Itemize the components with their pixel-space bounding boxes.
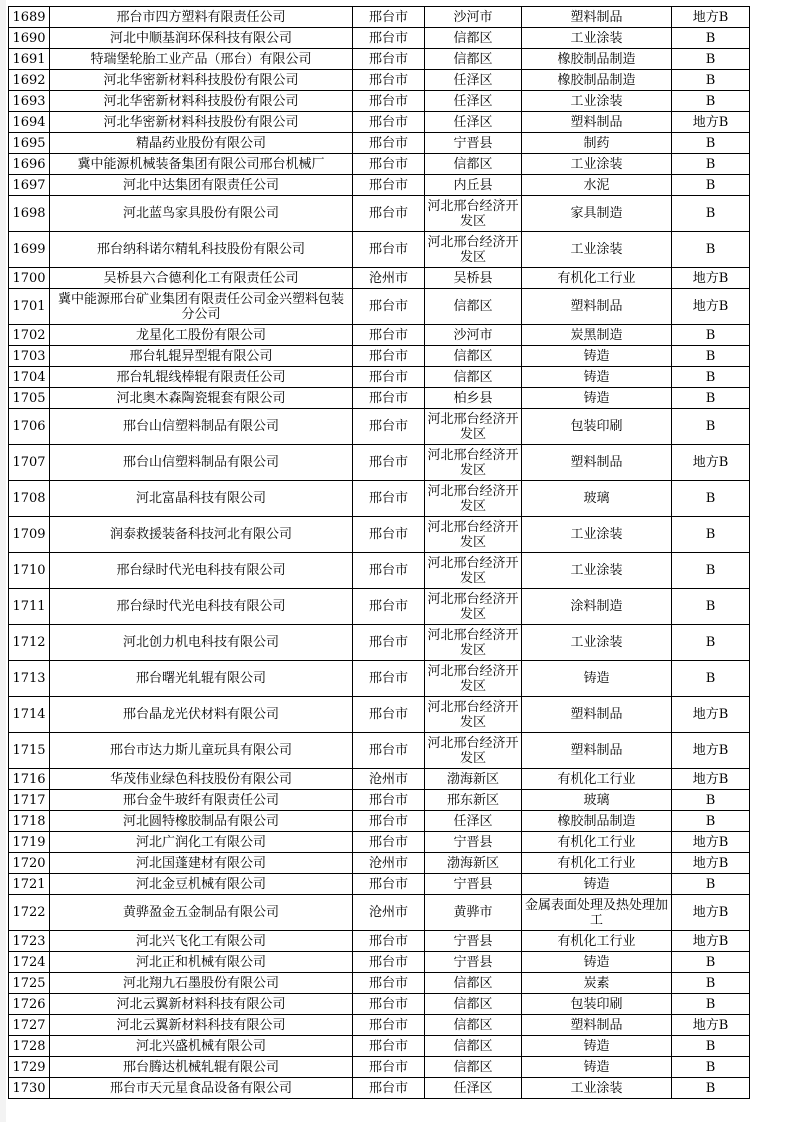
table-row xyxy=(9,388,750,409)
district-cell: 信都区 xyxy=(425,1036,522,1057)
row-number-cell: 1717 xyxy=(9,790,50,811)
grade-cell: 地方B xyxy=(672,733,750,769)
industry-cell: 工业涂装 xyxy=(522,553,672,589)
company-name-cell: 邢台山信塑料制品有限公司 xyxy=(50,445,353,481)
city-cell: 邢台市 xyxy=(353,1057,425,1078)
row-number-cell: 1689 xyxy=(9,7,50,28)
company-name-cell: 邢台市天元星食品设备有限公司 xyxy=(50,1078,353,1099)
district-cell: 任泽区 xyxy=(425,1078,522,1099)
industry-cell: 塑料制品 xyxy=(522,7,672,28)
company-name-cell: 特瑞堡轮胎工业产品（邢台）有限公司 xyxy=(50,49,353,70)
company-name-cell: 邢台曙光轧辊有限公司 xyxy=(50,661,353,697)
district-cell: 河北邢台经济开发区 xyxy=(425,517,522,553)
district-cell: 任泽区 xyxy=(425,91,522,112)
grade-cell: B xyxy=(672,952,750,973)
company-name-cell: 河北创力机电科技有限公司 xyxy=(50,625,353,661)
row-number-cell: 1710 xyxy=(9,553,50,589)
district-cell: 信都区 xyxy=(425,154,522,175)
company-name-cell: 河北翔九石墨股份有限公司 xyxy=(50,973,353,994)
table-row xyxy=(9,790,750,811)
row-number-cell: 1716 xyxy=(9,769,50,790)
city-cell: 邢台市 xyxy=(353,91,425,112)
company-name-cell: 邢台晶龙光伏材料有限公司 xyxy=(50,697,353,733)
grade-cell: 地方B xyxy=(672,289,750,325)
district-cell: 信都区 xyxy=(425,973,522,994)
company-name-cell: 河北中顺基润环保科技有限公司 xyxy=(50,28,353,49)
grade-cell: B xyxy=(672,28,750,49)
row-number-cell: 1691 xyxy=(9,49,50,70)
row-number-cell: 1692 xyxy=(9,70,50,91)
grade-cell: B xyxy=(672,481,750,517)
company-name-cell: 河北华密新材料科技股份有限公司 xyxy=(50,112,353,133)
district-cell: 邢东新区 xyxy=(425,790,522,811)
row-number-cell: 1701 xyxy=(9,289,50,325)
table-row xyxy=(9,28,750,49)
row-number-cell: 1704 xyxy=(9,367,50,388)
district-cell: 渤海新区 xyxy=(425,769,522,790)
district-cell: 河北邢台经济开发区 xyxy=(425,625,522,661)
grade-cell: 地方B xyxy=(672,112,750,133)
city-cell: 邢台市 xyxy=(353,517,425,553)
table-row xyxy=(9,895,750,931)
table-row xyxy=(9,853,750,874)
row-number-cell: 1699 xyxy=(9,232,50,268)
grade-cell: B xyxy=(672,409,750,445)
district-cell: 河北邢台经济开发区 xyxy=(425,481,522,517)
company-name-cell: 邢台腾达机械轧辊有限公司 xyxy=(50,1057,353,1078)
district-cell: 河北邢台经济开发区 xyxy=(425,553,522,589)
grade-cell: B xyxy=(672,175,750,196)
row-number-cell: 1697 xyxy=(9,175,50,196)
industry-cell: 水泥 xyxy=(522,175,672,196)
industry-cell: 炭黑制造 xyxy=(522,325,672,346)
grade-cell: B xyxy=(672,91,750,112)
district-cell: 黄骅市 xyxy=(425,895,522,931)
city-cell: 邢台市 xyxy=(353,346,425,367)
grade-cell: B xyxy=(672,994,750,1015)
grade-cell: 地方B xyxy=(672,7,750,28)
city-cell: 邢台市 xyxy=(353,133,425,154)
city-cell: 邢台市 xyxy=(353,811,425,832)
table-row xyxy=(9,7,750,28)
industry-cell: 塑料制品 xyxy=(522,112,672,133)
grade-cell: 地方B xyxy=(672,445,750,481)
industry-cell: 铸造 xyxy=(522,388,672,409)
table-row xyxy=(9,154,750,175)
grade-cell: B xyxy=(672,388,750,409)
grade-cell: B xyxy=(672,196,750,232)
city-cell: 邢台市 xyxy=(353,832,425,853)
city-cell: 邢台市 xyxy=(353,70,425,91)
company-name-cell: 邢台纳科诺尔精轧科技股份有限公司 xyxy=(50,232,353,268)
row-number-cell: 1696 xyxy=(9,154,50,175)
industry-cell: 橡胶制品制造 xyxy=(522,70,672,91)
table-row xyxy=(9,931,750,952)
district-cell: 宁晋县 xyxy=(425,952,522,973)
enterprise-table xyxy=(8,6,750,1099)
company-name-cell: 龙星化工股份有限公司 xyxy=(50,325,353,346)
company-name-cell: 邢台绿时代光电科技有限公司 xyxy=(50,589,353,625)
table-row xyxy=(9,697,750,733)
table-row xyxy=(9,91,750,112)
grade-cell: B xyxy=(672,589,750,625)
row-number-cell: 1725 xyxy=(9,973,50,994)
district-cell: 内丘县 xyxy=(425,175,522,196)
industry-cell: 工业涂装 xyxy=(522,154,672,175)
row-number-cell: 1719 xyxy=(9,832,50,853)
district-cell: 河北邢台经济开发区 xyxy=(425,697,522,733)
district-cell: 宁晋县 xyxy=(425,931,522,952)
table-row xyxy=(9,973,750,994)
row-number-cell: 1694 xyxy=(9,112,50,133)
industry-cell: 玻璃 xyxy=(522,790,672,811)
row-number-cell: 1709 xyxy=(9,517,50,553)
grade-cell: 地方B xyxy=(672,268,750,289)
city-cell: 邢台市 xyxy=(353,625,425,661)
industry-cell: 工业涂装 xyxy=(522,232,672,268)
city-cell: 邢台市 xyxy=(353,196,425,232)
district-cell: 渤海新区 xyxy=(425,853,522,874)
row-number-cell: 1705 xyxy=(9,388,50,409)
district-cell: 信都区 xyxy=(425,994,522,1015)
industry-cell: 金属表面处理及热处理加工 xyxy=(522,895,672,931)
district-cell: 信都区 xyxy=(425,289,522,325)
city-cell: 邢台市 xyxy=(353,1015,425,1036)
district-cell: 河北邢台经济开发区 xyxy=(425,196,522,232)
district-cell: 任泽区 xyxy=(425,811,522,832)
grade-cell: B xyxy=(672,553,750,589)
city-cell: 邢台市 xyxy=(353,952,425,973)
row-number-cell: 1715 xyxy=(9,733,50,769)
company-name-cell: 河北兴飞化工有限公司 xyxy=(50,931,353,952)
company-name-cell: 华茂伟业绿色科技股份有限公司 xyxy=(50,769,353,790)
row-number-cell: 1722 xyxy=(9,895,50,931)
row-number-cell: 1721 xyxy=(9,874,50,895)
district-cell: 吴桥县 xyxy=(425,268,522,289)
city-cell: 沧州市 xyxy=(353,895,425,931)
grade-cell: B xyxy=(672,1036,750,1057)
table-row xyxy=(9,1078,750,1099)
district-cell: 信都区 xyxy=(425,346,522,367)
company-name-cell: 河北蓝鸟家具股份有限公司 xyxy=(50,196,353,232)
industry-cell: 制药 xyxy=(522,133,672,154)
row-number-cell: 1702 xyxy=(9,325,50,346)
company-name-cell: 河北云翼新材料科技有限公司 xyxy=(50,994,353,1015)
table-row xyxy=(9,175,750,196)
industry-cell: 有机化工行业 xyxy=(522,931,672,952)
industry-cell: 塑料制品 xyxy=(522,445,672,481)
industry-cell: 铸造 xyxy=(522,661,672,697)
table-row xyxy=(9,409,750,445)
city-cell: 沧州市 xyxy=(353,769,425,790)
city-cell: 邢台市 xyxy=(353,481,425,517)
industry-cell: 塑料制品 xyxy=(522,733,672,769)
company-name-cell: 黄骅盈金五金制品有限公司 xyxy=(50,895,353,931)
company-name-cell: 邢台轧辊异型辊有限公司 xyxy=(50,346,353,367)
district-cell: 沙河市 xyxy=(425,325,522,346)
city-cell: 邢台市 xyxy=(353,661,425,697)
company-name-cell: 冀中能源邢台矿业集团有限责任公司金兴塑料包装分公司 xyxy=(50,289,353,325)
grade-cell: B xyxy=(672,1078,750,1099)
city-cell: 沧州市 xyxy=(353,268,425,289)
row-number-cell: 1700 xyxy=(9,268,50,289)
district-cell: 河北邢台经济开发区 xyxy=(425,661,522,697)
industry-cell: 工业涂装 xyxy=(522,28,672,49)
table-row xyxy=(9,133,750,154)
district-cell: 宁晋县 xyxy=(425,874,522,895)
grade-cell: B xyxy=(672,811,750,832)
company-name-cell: 邢台山信塑料制品有限公司 xyxy=(50,409,353,445)
district-cell: 宁晋县 xyxy=(425,133,522,154)
grade-cell: 地方B xyxy=(672,832,750,853)
row-number-cell: 1714 xyxy=(9,697,50,733)
industry-cell: 橡胶制品制造 xyxy=(522,811,672,832)
city-cell: 邢台市 xyxy=(353,112,425,133)
company-name-cell: 邢台市四方塑料有限责任公司 xyxy=(50,7,353,28)
row-number-cell: 1730 xyxy=(9,1078,50,1099)
industry-cell: 塑料制品 xyxy=(522,289,672,325)
table-row xyxy=(9,952,750,973)
industry-cell: 炭素 xyxy=(522,973,672,994)
grade-cell: B xyxy=(672,346,750,367)
table-row xyxy=(9,232,750,268)
row-number-cell: 1707 xyxy=(9,445,50,481)
district-cell: 任泽区 xyxy=(425,112,522,133)
industry-cell: 工业涂装 xyxy=(522,517,672,553)
table-row xyxy=(9,811,750,832)
grade-cell: B xyxy=(672,367,750,388)
industry-cell: 铸造 xyxy=(522,1036,672,1057)
city-cell: 邢台市 xyxy=(353,388,425,409)
district-cell: 河北邢台经济开发区 xyxy=(425,232,522,268)
city-cell: 邢台市 xyxy=(353,931,425,952)
page-edge xyxy=(0,0,6,1122)
district-cell: 河北邢台经济开发区 xyxy=(425,409,522,445)
industry-cell: 橡胶制品制造 xyxy=(522,49,672,70)
company-name-cell: 河北圆特橡胶制品有限公司 xyxy=(50,811,353,832)
grade-cell: 地方B xyxy=(672,895,750,931)
table-row xyxy=(9,445,750,481)
table-row xyxy=(9,367,750,388)
row-number-cell: 1693 xyxy=(9,91,50,112)
row-number-cell: 1728 xyxy=(9,1036,50,1057)
grade-cell: B xyxy=(672,232,750,268)
district-cell: 河北邢台经济开发区 xyxy=(425,733,522,769)
city-cell: 邢台市 xyxy=(353,28,425,49)
city-cell: 邢台市 xyxy=(353,445,425,481)
table-row xyxy=(9,553,750,589)
table-row xyxy=(9,112,750,133)
company-name-cell: 邢台轧辊线棒辊有限责任公司 xyxy=(50,367,353,388)
industry-cell: 铸造 xyxy=(522,367,672,388)
district-cell: 任泽区 xyxy=(425,70,522,91)
city-cell: 邢台市 xyxy=(353,154,425,175)
row-number-cell: 1723 xyxy=(9,931,50,952)
industry-cell: 工业涂装 xyxy=(522,625,672,661)
city-cell: 邢台市 xyxy=(353,973,425,994)
table-row xyxy=(9,769,750,790)
grade-cell: 地方B xyxy=(672,931,750,952)
city-cell: 邢台市 xyxy=(353,589,425,625)
grade-cell: B xyxy=(672,790,750,811)
table-row xyxy=(9,268,750,289)
city-cell: 邢台市 xyxy=(353,553,425,589)
row-number-cell: 1724 xyxy=(9,952,50,973)
city-cell: 邢台市 xyxy=(353,49,425,70)
row-number-cell: 1703 xyxy=(9,346,50,367)
industry-cell: 铸造 xyxy=(522,1057,672,1078)
table-row xyxy=(9,517,750,553)
table-body xyxy=(9,7,750,1099)
company-name-cell: 河北中达集团有限责任公司 xyxy=(50,175,353,196)
company-name-cell: 河北奥木森陶瓷辊套有限公司 xyxy=(50,388,353,409)
city-cell: 沧州市 xyxy=(353,853,425,874)
row-number-cell: 1708 xyxy=(9,481,50,517)
table-row xyxy=(9,874,750,895)
row-number-cell: 1720 xyxy=(9,853,50,874)
grade-cell: B xyxy=(672,133,750,154)
district-cell: 宁晋县 xyxy=(425,832,522,853)
row-number-cell: 1713 xyxy=(9,661,50,697)
table-row xyxy=(9,346,750,367)
company-name-cell: 冀中能源机械装备集团有限公司邢台机械厂 xyxy=(50,154,353,175)
grade-cell: B xyxy=(672,49,750,70)
company-name-cell: 河北云翼新材料科技有限公司 xyxy=(50,1015,353,1036)
table-row xyxy=(9,661,750,697)
row-number-cell: 1690 xyxy=(9,28,50,49)
industry-cell: 工业涂装 xyxy=(522,91,672,112)
table-row xyxy=(9,589,750,625)
company-name-cell: 润泰救援装备科技河北有限公司 xyxy=(50,517,353,553)
city-cell: 邢台市 xyxy=(353,733,425,769)
table-row xyxy=(9,733,750,769)
company-name-cell: 河北广润化工有限公司 xyxy=(50,832,353,853)
industry-cell: 铸造 xyxy=(522,874,672,895)
company-name-cell: 邢台市达力斯儿童玩具有限公司 xyxy=(50,733,353,769)
district-cell: 河北邢台经济开发区 xyxy=(425,589,522,625)
table-row xyxy=(9,196,750,232)
grade-cell: B xyxy=(672,1057,750,1078)
row-number-cell: 1729 xyxy=(9,1057,50,1078)
city-cell: 邢台市 xyxy=(353,367,425,388)
table-row xyxy=(9,481,750,517)
table-row xyxy=(9,325,750,346)
industry-cell: 涂料制造 xyxy=(522,589,672,625)
district-cell: 信都区 xyxy=(425,367,522,388)
industry-cell: 玻璃 xyxy=(522,481,672,517)
city-cell: 邢台市 xyxy=(353,790,425,811)
row-number-cell: 1727 xyxy=(9,1015,50,1036)
district-cell: 信都区 xyxy=(425,28,522,49)
industry-cell: 塑料制品 xyxy=(522,1015,672,1036)
city-cell: 邢台市 xyxy=(353,232,425,268)
industry-cell: 有机化工行业 xyxy=(522,769,672,790)
company-name-cell: 河北国蓬建材有限公司 xyxy=(50,853,353,874)
table-row xyxy=(9,1036,750,1057)
company-name-cell: 河北正和机械有限公司 xyxy=(50,952,353,973)
industry-cell: 塑料制品 xyxy=(522,697,672,733)
company-name-cell: 邢台金牛玻纤有限责任公司 xyxy=(50,790,353,811)
table-row xyxy=(9,289,750,325)
district-cell: 柏乡县 xyxy=(425,388,522,409)
city-cell: 邢台市 xyxy=(353,175,425,196)
company-name-cell: 河北兴盛机械有限公司 xyxy=(50,1036,353,1057)
district-cell: 沙河市 xyxy=(425,7,522,28)
table-row xyxy=(9,994,750,1015)
table-row xyxy=(9,70,750,91)
row-number-cell: 1711 xyxy=(9,589,50,625)
industry-cell: 有机化工行业 xyxy=(522,853,672,874)
company-name-cell: 精晶药业股份有限公司 xyxy=(50,133,353,154)
table-row xyxy=(9,625,750,661)
industry-cell: 包装印刷 xyxy=(522,409,672,445)
table-row xyxy=(9,1015,750,1036)
company-name-cell: 河北华密新材料科技股份有限公司 xyxy=(50,91,353,112)
industry-cell: 有机化工行业 xyxy=(522,832,672,853)
grade-cell: B xyxy=(672,661,750,697)
city-cell: 邢台市 xyxy=(353,994,425,1015)
grade-cell: B xyxy=(672,973,750,994)
grade-cell: B xyxy=(672,625,750,661)
industry-cell: 包装印刷 xyxy=(522,994,672,1015)
district-cell: 河北邢台经济开发区 xyxy=(425,445,522,481)
city-cell: 邢台市 xyxy=(353,874,425,895)
grade-cell: 地方B xyxy=(672,1015,750,1036)
company-name-cell: 河北华密新材料科技股份有限公司 xyxy=(50,70,353,91)
grade-cell: B xyxy=(672,874,750,895)
grade-cell: B xyxy=(672,517,750,553)
grade-cell: B xyxy=(672,70,750,91)
city-cell: 邢台市 xyxy=(353,697,425,733)
row-number-cell: 1698 xyxy=(9,196,50,232)
grade-cell: 地方B xyxy=(672,697,750,733)
table-row xyxy=(9,1057,750,1078)
company-name-cell: 吴桥县六合德利化工有限责任公司 xyxy=(50,268,353,289)
row-number-cell: 1726 xyxy=(9,994,50,1015)
industry-cell: 工业涂装 xyxy=(522,1078,672,1099)
row-number-cell: 1695 xyxy=(9,133,50,154)
industry-cell: 铸造 xyxy=(522,346,672,367)
city-cell: 邢台市 xyxy=(353,1036,425,1057)
industry-cell: 有机化工行业 xyxy=(522,268,672,289)
district-cell: 信都区 xyxy=(425,1057,522,1078)
table-row xyxy=(9,49,750,70)
row-number-cell: 1706 xyxy=(9,409,50,445)
grade-cell: B xyxy=(672,154,750,175)
industry-cell: 铸造 xyxy=(522,952,672,973)
city-cell: 邢台市 xyxy=(353,7,425,28)
company-name-cell: 河北金豆机械有限公司 xyxy=(50,874,353,895)
grade-cell: 地方B xyxy=(672,853,750,874)
city-cell: 邢台市 xyxy=(353,409,425,445)
industry-cell: 家具制造 xyxy=(522,196,672,232)
grade-cell: B xyxy=(672,325,750,346)
row-number-cell: 1718 xyxy=(9,811,50,832)
table-row xyxy=(9,832,750,853)
row-number-cell: 1712 xyxy=(9,625,50,661)
city-cell: 邢台市 xyxy=(353,325,425,346)
company-name-cell: 邢台绿时代光电科技有限公司 xyxy=(50,553,353,589)
district-cell: 信都区 xyxy=(425,49,522,70)
city-cell: 邢台市 xyxy=(353,289,425,325)
city-cell: 邢台市 xyxy=(353,1078,425,1099)
grade-cell: 地方B xyxy=(672,769,750,790)
district-cell: 信都区 xyxy=(425,1015,522,1036)
company-name-cell: 河北富晶科技有限公司 xyxy=(50,481,353,517)
